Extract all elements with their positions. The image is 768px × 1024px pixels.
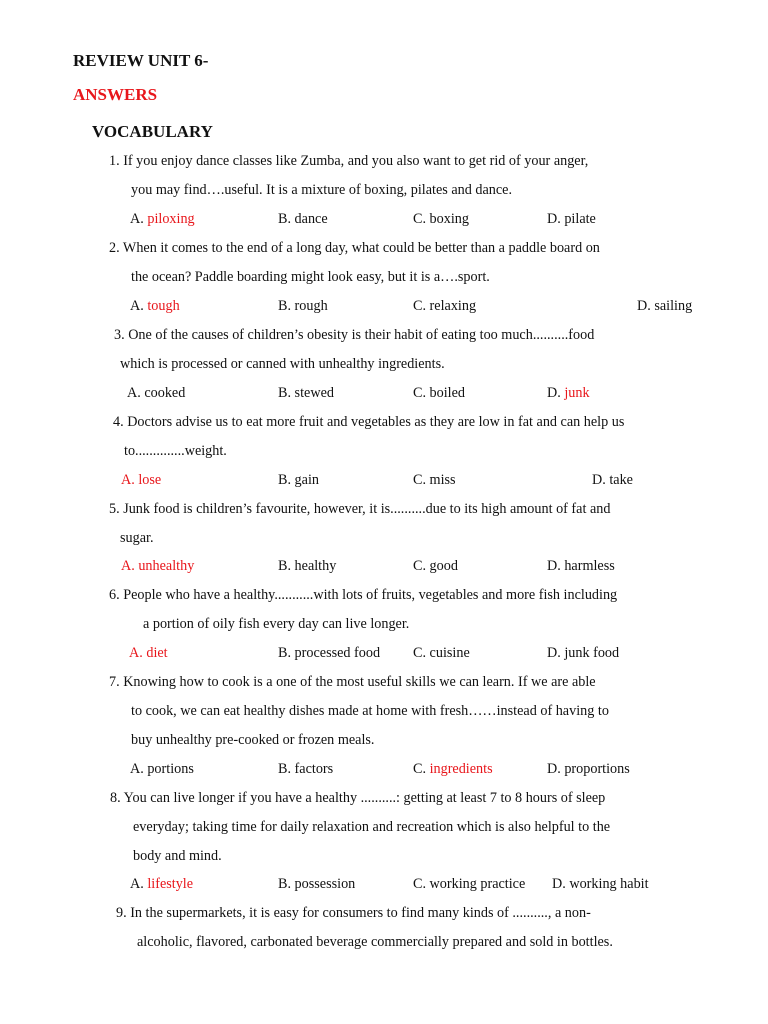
- option-c: C. ingredients: [413, 761, 493, 777]
- option-b: B. possession: [278, 876, 356, 892]
- option-d: D. proportions: [547, 761, 630, 777]
- option-a: A. lose: [121, 472, 162, 488]
- answer-highlight: diet: [146, 645, 168, 661]
- option-b: B. processed food: [278, 645, 381, 661]
- option-d: D. sailing: [637, 298, 693, 314]
- question-text: to..............weight.: [124, 443, 227, 459]
- question-text: the ocean? Paddle boarding might look easy, but it is a….sport.: [131, 269, 490, 285]
- question-text: to cook, we can eat healthy dishes made at home with fresh……instead of having to: [131, 703, 609, 719]
- question-text: alcoholic, flavored, carbonated beverage commercially prepared and sold in bottles.: [137, 934, 613, 950]
- question-text: 8. You can live longer if you have a healthy ..........: getting at least 7 to 8 hours of sleep: [110, 790, 606, 806]
- question-text: 1. If you enjoy dance classes like Zumba, and you also want to get rid of your anger,: [109, 153, 589, 169]
- option-b: B. factors: [278, 761, 334, 777]
- option-a: A. lifestyle: [130, 876, 194, 892]
- option-c: C. working practice: [413, 876, 526, 892]
- question-text: you may find….useful. It is a mixture of boxing, pilates and dance.: [131, 182, 513, 198]
- question-text: everyday; taking time for daily relaxation and recreation which is also helpful to the: [133, 819, 611, 835]
- section-heading: VOCABULARY: [92, 122, 213, 141]
- option-a: A. portions: [130, 761, 194, 777]
- option-a: A. piloxing: [130, 211, 195, 227]
- option-c: C. good: [413, 558, 458, 574]
- option-d: D. pilate: [547, 211, 596, 227]
- option-b: B. dance: [278, 211, 328, 227]
- answer-highlight: piloxing: [147, 211, 195, 227]
- question-text: sugar.: [120, 530, 154, 546]
- option-d: D. junk: [547, 385, 590, 401]
- question-text: buy unhealthy pre-cooked or frozen meals.: [131, 732, 375, 748]
- option-a: A. cooked: [127, 385, 186, 401]
- option-c: C. relaxing: [413, 298, 477, 314]
- option-a: A. tough: [130, 298, 180, 314]
- option-c: C. boiled: [413, 385, 466, 401]
- option-d: D. working habit: [552, 876, 649, 892]
- option-b: B. gain: [278, 472, 319, 488]
- option-d: D. take: [592, 472, 633, 488]
- question-text: 3. One of the causes of children’s obesity is their habit of eating too much..........food: [114, 327, 595, 343]
- answers-heading: ANSWERS: [73, 85, 158, 104]
- question-text: 2. When it comes to the end of a long day, what could be better than a paddle board on: [109, 240, 600, 256]
- option-c: C. miss: [413, 472, 456, 488]
- option-c: C. cuisine: [413, 645, 470, 661]
- question-text: 4. Doctors advise us to eat more fruit and vegetables as they are low in fat and can help us: [113, 414, 625, 430]
- question-text: 9. In the supermarkets, it is easy for consumers to find many kinds of .........., a non-: [116, 905, 591, 921]
- answer-highlight: junk: [564, 385, 590, 401]
- option-b: B. healthy: [278, 558, 337, 574]
- answer-highlight: tough: [147, 298, 180, 314]
- option-a: A. diet: [129, 645, 168, 661]
- option-c: C. boxing: [413, 211, 469, 227]
- question-text: 7. Knowing how to cook is a one of the most useful skills we can learn. If we are able: [109, 674, 596, 690]
- question-text: a portion of oily fish every day can live longer.: [143, 616, 410, 632]
- question-text: body and mind.: [133, 848, 222, 864]
- answer-highlight: ingredients: [429, 761, 493, 777]
- page-title: REVIEW UNIT 6-: [73, 51, 209, 70]
- question-text: 6. People who have a healthy...........with lots of fruits, vegetables and more fish including: [109, 587, 618, 603]
- question-text: which is processed or canned with unhealthy ingredients.: [120, 356, 445, 372]
- option-d: D. junk food: [547, 645, 620, 661]
- option-b: B. stewed: [278, 385, 334, 401]
- option-b: B. rough: [278, 298, 328, 314]
- option-d: D. harmless: [547, 558, 615, 574]
- question-text: 5. Junk food is children’s favourite, however, it is..........due to its high amount of fat and: [109, 501, 611, 517]
- answer-highlight: lifestyle: [147, 876, 194, 892]
- option-a: A. unhealthy: [121, 558, 195, 574]
